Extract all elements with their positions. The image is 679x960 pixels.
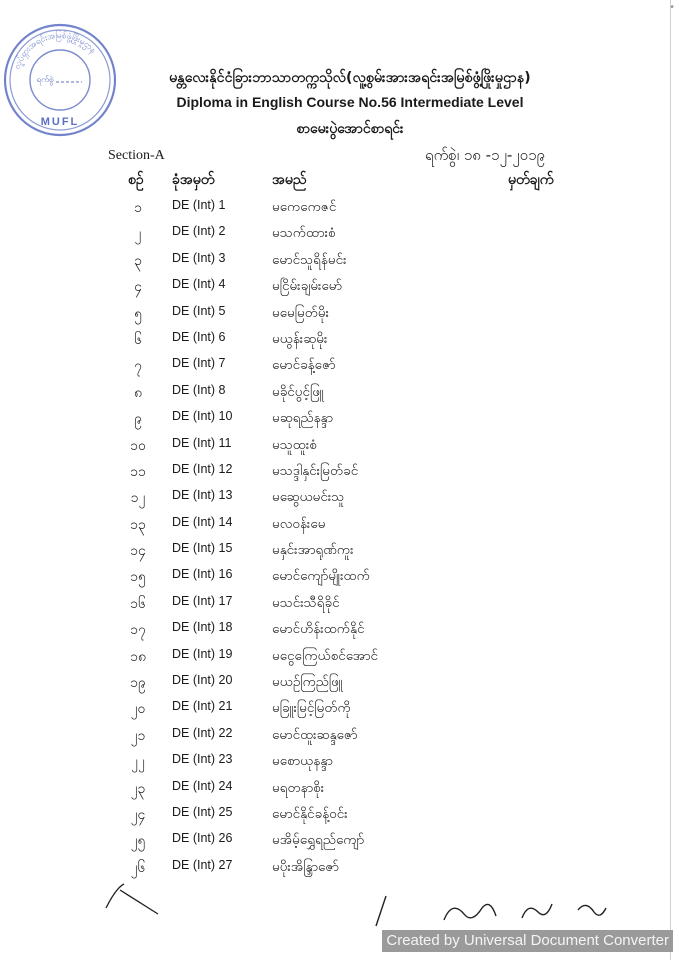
pen-strike-mark <box>102 880 162 920</box>
student-name: မခြူးမြင့်မြတ်ကို <box>272 700 351 717</box>
date-label: ရက်စွဲ၊ ၁၈ -၁၂-၂၀၁၉ <box>425 146 545 164</box>
list-row <box>0 776 679 802</box>
list-row <box>0 248 679 274</box>
list-row <box>0 591 679 617</box>
student-name: မနှင်းအာရုဏ်ကူး <box>272 542 354 559</box>
row-number: ၃ <box>134 252 142 269</box>
roll-number: DE (Int) 7 <box>172 356 226 371</box>
converter-watermark: Created by Universal Document Converter <box>382 930 673 952</box>
row-number: ၁၀ <box>130 437 146 454</box>
student-name: မောင်သူရိန်မင်း <box>272 251 347 268</box>
roll-number: DE (Int) 13 <box>172 488 233 503</box>
student-name: မအိမ့်ရွှေရည်ကျော် <box>272 832 365 849</box>
student-name: မောင်ဟိန်းထက်နိုင် <box>272 621 365 638</box>
student-name: မငွေကြေယ်စင်အောင် <box>272 647 379 664</box>
column-header-name: အမည် <box>272 172 307 188</box>
list-row <box>0 485 679 511</box>
list-row <box>0 327 679 353</box>
roll-number: DE (Int) 6 <box>172 329 226 344</box>
roll-number: DE (Int) 1 <box>172 198 226 212</box>
row-number: ၂၅ <box>130 833 146 850</box>
university-seal <box>2 22 118 138</box>
list-row <box>0 353 679 379</box>
student-name: မလဝန်းမေ <box>272 515 326 532</box>
roll-number: DE (Int) 10 <box>172 409 233 424</box>
row-number: ၁၈ <box>130 648 146 665</box>
roll-number: DE (Int) 26 <box>172 831 233 846</box>
list-row <box>0 538 679 564</box>
row-number: ၄ <box>134 279 142 296</box>
subtitle-pass-list: စာမေးပွဲအောင်စာရင်း <box>296 121 404 137</box>
column-header-no: စဉ် <box>128 172 144 188</box>
row-number: ၁၉ <box>130 675 146 692</box>
row-number: ၅ <box>134 305 142 322</box>
student-name: မဆုရည်နန္ဒာ <box>272 410 334 427</box>
row-number: ၁၅ <box>130 569 146 586</box>
row-number: ၁၂ <box>130 490 146 507</box>
student-name: မသင်းသီရိခိုင် <box>272 594 340 611</box>
student-name: မောင်နိုင်ခန့်ဝင်း <box>272 805 348 822</box>
list-row <box>0 617 679 643</box>
handwritten-signature <box>372 890 612 934</box>
roll-number: DE (Int) 19 <box>172 646 233 661</box>
list-row <box>0 380 679 406</box>
title-myanmar: မန္တလေးနိုင်ငံခြားဘာသာတက္ကသိုလ်(လူ့စွမ်းအားအရင်းအမြစ်ဖွံ့ဖြိုးမှုဌာန) <box>169 70 531 86</box>
row-number: ၇ <box>134 358 142 375</box>
column-header-roll: ခုံအမှတ် <box>172 172 215 188</box>
list-row <box>0 274 679 300</box>
roll-number: DE (Int) 8 <box>172 382 226 397</box>
student-name: မစောယုနန္ဒာ <box>272 753 333 770</box>
student-name: မသူထူးစံ <box>272 436 317 453</box>
row-number: ၂၆ <box>130 859 146 876</box>
list-row <box>0 670 679 696</box>
list-row <box>0 828 679 854</box>
student-name: မယဉ်ကြည်ဖြူ <box>272 674 343 691</box>
roll-number: DE (Int) 21 <box>172 699 233 714</box>
student-name: မခိုင်ပွင့်ဖြူ <box>272 383 324 400</box>
student-name: မသဒ္ဒါနှင်းမြတ်ခင် <box>272 462 359 479</box>
roll-number: DE (Int) 22 <box>172 725 233 740</box>
student-name: မကေကေဇင် <box>272 199 337 215</box>
student-name: မောင်ကျော်မျိုးထက် <box>272 568 370 585</box>
section-label: Section-A <box>108 148 165 163</box>
list-row <box>0 802 679 828</box>
list-row <box>0 644 679 670</box>
roll-number: DE (Int) 18 <box>172 620 233 635</box>
student-name: မပိုးအိန္ဒြာဇော် <box>272 858 339 875</box>
roll-number: DE (Int) 5 <box>172 303 226 318</box>
student-name: မမေမြတ်မိုး <box>272 304 330 321</box>
row-number: ၆ <box>134 331 142 348</box>
list-row <box>0 564 679 590</box>
list-row <box>0 696 679 722</box>
list-row <box>0 301 679 327</box>
roll-number: DE (Int) 4 <box>172 277 226 292</box>
roll-number: DE (Int) 17 <box>172 593 233 608</box>
list-row <box>0 512 679 538</box>
list-row <box>0 221 679 247</box>
row-number: ၁ <box>134 200 142 216</box>
seal-center-text: ရက်စွဲ <box>36 75 54 84</box>
title-english: Diploma in English Course No.56 Intermediate Level <box>176 94 524 110</box>
row-number: ၂၃ <box>130 780 146 797</box>
row-number: ၁၃ <box>130 516 146 533</box>
row-number: ၉ <box>134 411 142 428</box>
row-number: ၂၂ <box>131 754 145 771</box>
roll-number: DE (Int) 23 <box>172 752 233 767</box>
seal-graphic <box>2 22 118 138</box>
results-list <box>0 195 679 881</box>
seal-bottom-text: MUFL <box>40 116 80 128</box>
row-number: ၈ <box>134 384 142 401</box>
roll-number: DE (Int) 2 <box>172 224 226 239</box>
list-row <box>0 195 679 221</box>
student-name: မရတနာစိုး <box>272 779 325 796</box>
student-name: မသက်ထားစံ <box>272 225 336 242</box>
roll-number: DE (Int) 12 <box>172 461 233 476</box>
list-row <box>0 855 679 881</box>
student-name: မောင်ထူးဆန္ဒဇော် <box>272 726 358 743</box>
roll-number: DE (Int) 3 <box>172 250 226 265</box>
roll-number: DE (Int) 11 <box>172 435 232 450</box>
list-row <box>0 749 679 775</box>
row-number: ၂၀ <box>130 701 146 718</box>
list-row <box>0 723 679 749</box>
row-number: ၁၆ <box>130 595 146 612</box>
student-name: မောင်ခန့်ဇော် <box>272 357 336 374</box>
roll-number: DE (Int) 24 <box>172 778 233 793</box>
row-number: ၁၄ <box>130 543 146 560</box>
page-corner-mark: • <box>669 2 675 13</box>
roll-number: DE (Int) 14 <box>172 514 233 529</box>
row-number: ၁၁ <box>130 463 146 480</box>
student-name: မဆွေယမင်းသူ <box>272 489 345 506</box>
roll-number: DE (Int) 20 <box>172 673 233 688</box>
column-header-remark: မှတ်ချက် <box>508 172 554 188</box>
roll-number: DE (Int) 27 <box>172 857 233 872</box>
seal-ring-text: လှုပ်ရှားအရင်းအမြစ်ဖွံ့ဖြိုးမှုဌာန <box>12 30 98 71</box>
list-row <box>0 459 679 485</box>
roll-number: DE (Int) 25 <box>172 804 233 819</box>
row-number: ၂ <box>134 226 142 243</box>
roll-number: DE (Int) 15 <box>172 541 233 556</box>
row-number: ၁၇ <box>130 622 146 639</box>
row-number: ၂၁ <box>130 727 146 744</box>
student-name: မငြိမ်းချမ်းမော် <box>272 278 343 295</box>
list-row <box>0 433 679 459</box>
list-row <box>0 406 679 432</box>
roll-number: DE (Int) 16 <box>172 567 233 582</box>
row-number: ၂၄ <box>130 806 146 823</box>
student-name: မယွန်းဆုမိုး <box>272 330 328 347</box>
